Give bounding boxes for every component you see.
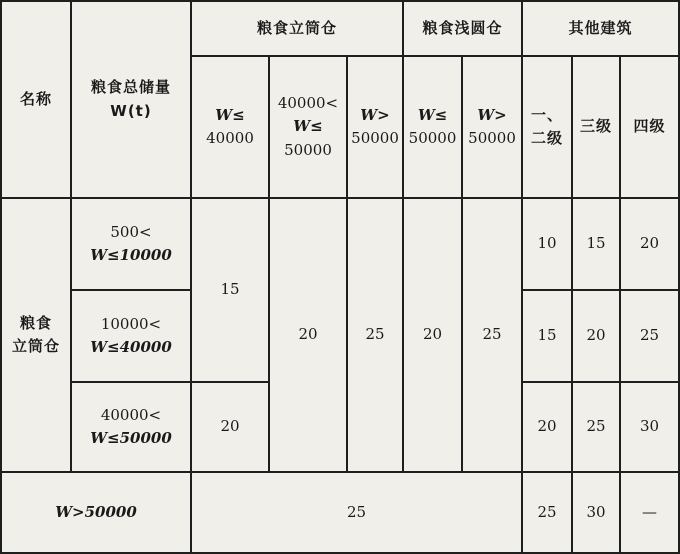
header-capacity (71, 1, 191, 198)
header-group-shallow: 粮食浅圆仓 (403, 1, 522, 56)
row2-range-l2: W≤40000 (90, 338, 172, 356)
row-group-label (1, 198, 71, 472)
row2-other-c1: 15 (522, 290, 572, 382)
header-shallow-col1-l2: 50000 (408, 129, 457, 147)
header-other-col1-l2: 二级 (531, 129, 564, 147)
header-silo-col2-l3: 50000 (284, 140, 332, 159)
row2-other-c2: 20 (572, 290, 620, 382)
header-name-text: 名称 (19, 89, 52, 108)
header-shallow-col1 (403, 56, 462, 198)
cell-silo-le40000-r1r2: 15 (191, 198, 269, 382)
row1-other-c2: 15 (572, 198, 620, 290)
row4-other-c3: — (620, 472, 679, 553)
row1-range (71, 198, 191, 290)
row4-other-c1: 25 (522, 472, 572, 553)
header-silo-col1-l1: W≤ (215, 105, 245, 124)
header-silo-col1 (191, 56, 269, 198)
row4-other-c2: 30 (572, 472, 620, 553)
row3-other-c1: 20 (522, 382, 572, 472)
cell-shallow-gt50000-r1r3: 25 (462, 198, 522, 472)
header-silo-col3 (347, 56, 403, 198)
header-group-silo: 粮食立筒仓 (191, 1, 403, 56)
header-other-col3: 四级 (620, 56, 679, 198)
header-name (1, 1, 71, 198)
row4-range: W>50000 (1, 472, 191, 553)
header-group-other: 其他建筑 (522, 1, 679, 56)
row3-range (71, 382, 191, 472)
cell-silo-le40000-r3: 20 (191, 382, 269, 472)
header-capacity-line1: 粮食总储量 (90, 78, 171, 97)
header-silo-col3-l2: 50000 (351, 129, 399, 147)
cell-last-row-span: 25 (191, 472, 522, 553)
row3-other-c2: 25 (572, 382, 620, 472)
row3-other-c3: 30 (620, 382, 679, 472)
row1-range-l1: 500< (110, 222, 152, 241)
row1-other-c1: 10 (522, 198, 572, 290)
header-silo-col2-l2: W≤ (293, 117, 323, 136)
header-silo-col2-l1: 40000< (277, 94, 339, 113)
header-shallow-col1-l1: W≤ (417, 105, 448, 124)
row-group-line1: 粮食 (19, 313, 52, 332)
row2-other-c3: 25 (620, 290, 679, 382)
row1-other-c3: 20 (620, 198, 679, 290)
header-other-col1 (522, 56, 572, 198)
row3-range-l1: 40000< (100, 405, 162, 424)
header-silo-col2 (269, 56, 347, 198)
header-silo-col3-l1: W> (360, 105, 390, 124)
row2-range (71, 290, 191, 382)
row3-range-l2: W≤50000 (90, 429, 172, 447)
header-silo-col1-l2: 40000 (206, 129, 254, 147)
row2-range-l1: 10000< (100, 314, 162, 333)
header-shallow-col2 (462, 56, 522, 198)
header-other-col1-l1: 一、 (531, 105, 564, 124)
row1-range-l2: W≤10000 (90, 246, 172, 264)
header-shallow-col2-l1: W> (477, 105, 507, 124)
cell-silo-gt50000-r1r3: 25 (347, 198, 403, 472)
header-shallow-col2-l2: 50000 (468, 129, 516, 147)
header-capacity-line2: W(t) (110, 101, 152, 120)
cell-silo-40000-50000-r1r3: 20 (269, 198, 347, 472)
header-other-col2: 三级 (572, 56, 620, 198)
row-group-line2: 立筒仓 (11, 337, 60, 355)
cell-shallow-le50000-r1r3: 20 (403, 198, 462, 472)
